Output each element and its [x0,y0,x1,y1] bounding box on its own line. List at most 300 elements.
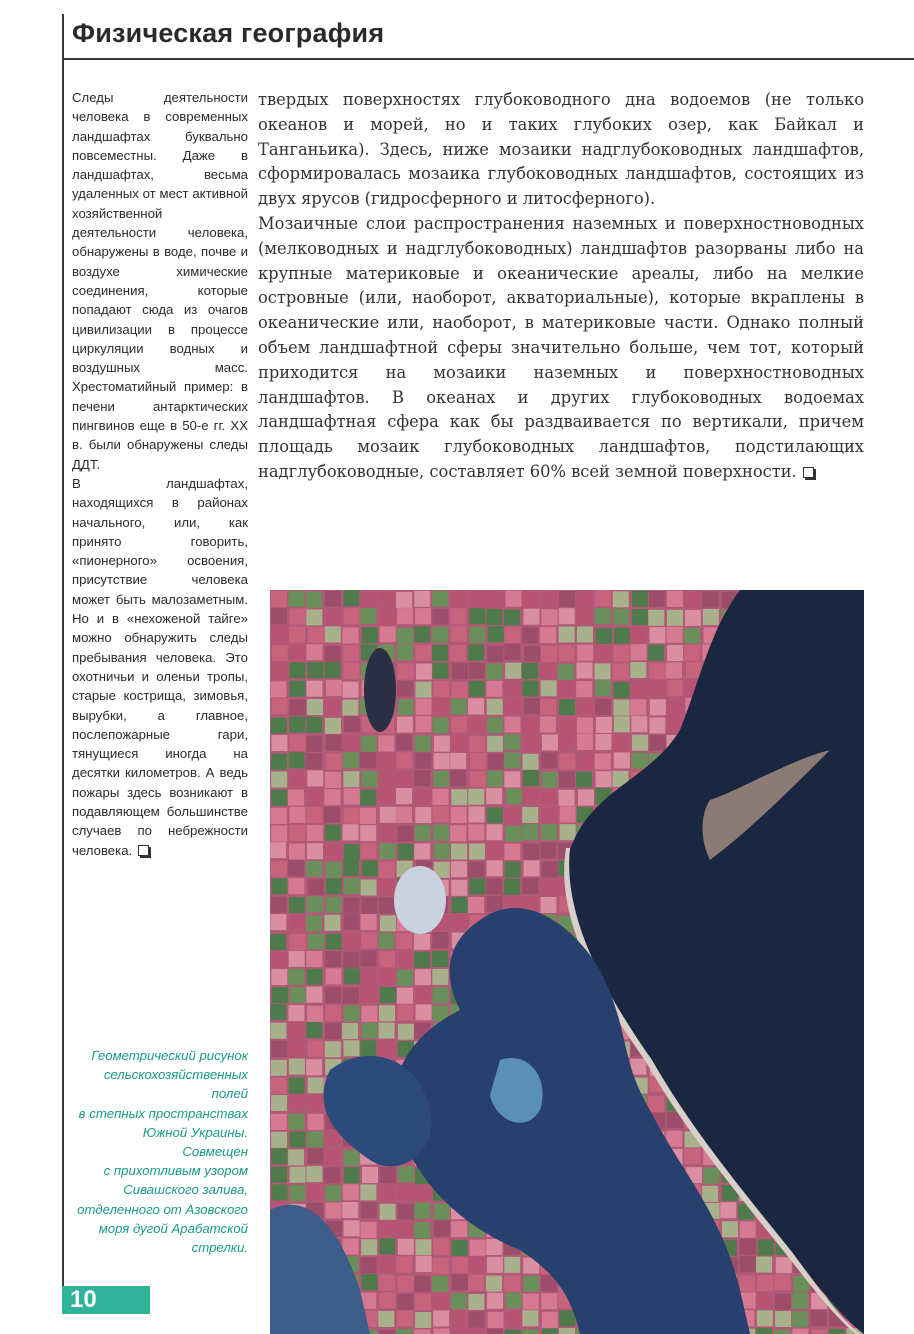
field-patch [288,1005,304,1021]
field-patch [504,627,520,643]
field-patch [344,808,360,824]
field-patch [486,664,502,680]
field-patch [469,1312,485,1328]
field-patch [542,862,558,878]
field-patch [380,915,396,931]
field-patch [307,896,323,912]
field-patch [470,591,486,607]
field-patch [326,680,342,696]
field-patch [486,609,502,625]
field-patch [504,844,520,860]
field-patch [360,825,376,841]
sidebar-paragraph: Следы деятельности человека в современных ландшафтах буквально повсеместны. Даже в ландшафтах, весьма удаленных от мест активной хозяйственной деятельности человека, обнаружены в воде, почве и воздухе химические соединения, которые попадают сюда из очагов цивилизации в процессе циркуляции водных и воздушных масс. Хрестоматийный пример: в печени антарктических пингвинов еще в 50-е гг. XX в. были обнаружены следы ДДТ. [72,90,248,472]
field-patch [343,988,359,1004]
field-patch [614,682,630,698]
field-patch [360,1257,376,1273]
field-patch [397,664,413,680]
field-patch [397,681,413,697]
field-patch [306,1166,322,1182]
field-patch [649,591,665,607]
field-patch [342,1023,358,1039]
field-patch [522,1329,538,1334]
field-patch [398,951,414,967]
field-patch [756,1328,772,1334]
field-patch [415,608,431,624]
field-patch [344,716,360,732]
field-patch [396,788,412,804]
field-patch [468,645,484,661]
field-patch [469,736,485,752]
field-patch [522,681,538,697]
field-patch [612,735,628,751]
field-patch [468,1294,484,1310]
field-patch [308,1094,324,1110]
field-patch [271,1060,287,1076]
field-patch [506,788,522,804]
field-patch [486,878,502,894]
field-patch [469,807,485,823]
field-patch [272,698,288,714]
field-patch [506,1311,522,1327]
field-patch [307,699,323,715]
field-patch [703,592,719,608]
field-patch [523,770,539,786]
field-patch [434,736,450,752]
field-patch [504,716,520,732]
field-patch [289,1094,305,1110]
field-patch [559,790,575,806]
field-patch [398,1024,414,1040]
field-patch [468,1329,484,1334]
field-patch [397,628,413,644]
field-patch [290,772,306,788]
field-patch [290,735,306,751]
field-patch [434,1329,450,1334]
field-patch [540,716,556,732]
field-patch [414,934,430,950]
field-patch [343,1184,359,1200]
field-patch [468,789,484,805]
field-patch [632,735,648,751]
field-patch [596,628,612,644]
body-paragraph: Мозаичные слои распространения наземных и поверхностноводных (мелководных и надглубоководных) ландшафтов разорваны либо на крупные материковые и океанические ареалы, либо на мелкие островные (или, наоборот, акваториальные), которые вкраплены в океанические или, наоборот, в материковые части. Однако полный объем ландшафтной сферы значительно больше, чем тот, который приходится на мозаики наземных и поверхностноводных ландшафтов. В океанах и других глубоководных водоемах ландшафтная сфера как бы раздваивается по вертикали, причем площадь мозаик глубоководных ландшафтов, подстилающих надглубоководные, составляет 60% всей земной поверхности. [258,213,864,481]
field-patch [792,1293,808,1309]
field-patch [306,951,322,967]
field-patch [325,646,341,662]
field-patch [559,645,575,661]
field-patch [415,1312,431,1328]
field-patch [344,968,360,984]
field-patch [415,807,431,823]
field-patch [271,1167,287,1183]
field-patch [325,987,341,1003]
field-patch [433,1293,449,1309]
field-patch [758,1240,774,1256]
field-patch [289,717,305,733]
field-patch [452,1240,468,1256]
field-patch [452,682,468,698]
field-patch [361,932,377,948]
field-patch [452,1257,468,1273]
field-patch [776,1257,792,1273]
field-patch [324,807,340,823]
field-patch [613,591,629,607]
field-patch [470,771,486,787]
field-patch [271,826,287,842]
field-patch [488,1312,504,1328]
field-patch [487,807,503,823]
field-patch [289,825,305,841]
field-patch [450,770,466,786]
field-patch [451,807,467,823]
field-patch [487,646,503,662]
field-patch [379,1184,395,1200]
field-patch [397,1310,413,1326]
field-patch [469,663,485,679]
field-patch [775,1311,791,1327]
field-patch [343,590,359,606]
field-patch [542,734,558,750]
sidebar-column [72,88,248,860]
field-patch [307,1184,323,1200]
field-patch [432,789,448,805]
field-patch [577,734,593,750]
field-patch [398,1276,414,1292]
field-patch [307,969,323,985]
field-patch [270,681,286,697]
field-patch [432,591,448,607]
field-patch [522,788,538,804]
field-patch [288,1023,304,1039]
field-patch [792,1311,808,1327]
field-patch [594,663,610,679]
field-patch [468,1275,484,1291]
field-patch [451,1221,467,1237]
field-patch [684,591,700,607]
field-patch [506,1292,522,1308]
field-patch [342,700,358,716]
field-patch [397,1005,413,1021]
field-patch [272,987,288,1003]
field-patch [324,1167,340,1183]
field-patch [290,700,306,716]
field-patch [650,681,666,697]
field-patch [577,717,593,733]
field-patch [774,1274,790,1290]
field-patch [289,844,305,860]
field-patch [487,1329,503,1334]
field-patch [523,717,539,733]
field-patch [362,771,378,787]
field-patch [343,860,359,876]
field-patch [505,826,521,842]
field-patch [415,753,431,769]
field-patch [649,717,665,733]
field-patch [667,645,683,661]
field-patch [542,591,558,607]
field-patch [306,736,322,752]
field-patch [524,860,540,876]
field-patch [650,699,666,715]
field-patch [360,808,376,824]
field-patch [325,610,341,626]
field-patch [344,1150,360,1166]
field-patch [416,1004,432,1020]
field-patch [540,897,556,913]
field-patch [326,735,342,751]
field-patch [343,824,359,840]
field-patch [596,717,612,733]
field-patch [380,626,396,642]
field-patch [451,1293,467,1309]
field-patch [397,826,413,842]
field-patch [452,736,468,752]
field-patch [504,1257,520,1273]
field-patch [470,1240,486,1256]
field-patch [325,844,341,860]
field-patch [379,951,395,967]
field-patch [306,987,322,1003]
field-patch [379,826,395,842]
field-patch [306,717,322,733]
field-patch [757,1292,773,1308]
field-patch [270,1023,286,1039]
field-patch [344,788,360,804]
field-patch [325,789,341,805]
margin-rule [62,14,64,1314]
field-patch [614,752,630,768]
field-patch [504,752,520,768]
field-patch [343,663,359,679]
field-patch [361,736,377,752]
field-patch [739,1276,755,1292]
field-patch [290,609,306,625]
field-patch [271,735,287,751]
field-patch [306,753,322,769]
field-patch [414,988,430,1004]
field-patch [541,646,557,662]
field-patch [289,1041,305,1057]
field-patch [775,1294,791,1310]
field-patch [306,1059,322,1075]
field-patch [541,680,557,696]
field-patch [271,861,287,877]
field-patch [451,897,467,913]
field-patch [630,699,646,715]
field-patch [288,790,304,806]
field-patch [414,843,430,859]
field-patch [396,592,412,608]
field-patch [379,862,395,878]
field-patch [271,1132,287,1148]
field-patch [540,788,556,804]
field-patch [325,662,341,678]
field-patch [470,753,486,769]
field-patch [360,1040,376,1056]
field-patch [757,1310,773,1326]
field-patch [432,645,448,661]
field-patch [666,662,682,678]
field-patch [288,969,304,985]
field-patch [541,807,557,823]
field-patch [451,844,467,860]
field-patch [432,932,448,948]
field-patch [343,1040,359,1056]
field-patch [468,862,484,878]
field-patch [307,770,323,786]
field-patch [559,771,575,787]
field-patch [360,987,376,1003]
field-patch [487,717,503,733]
field-patch [343,682,359,698]
field-patch [306,915,322,931]
field-patch [289,752,305,768]
field-patch [271,1148,287,1164]
field-patch [486,788,502,804]
field-patch [270,842,286,858]
field-patch [450,1311,466,1327]
field-patch [433,681,449,697]
field-patch [270,914,286,930]
field-patch [397,1294,413,1310]
field-patch [397,970,413,986]
field-patch [344,844,360,860]
field-patch [398,1204,414,1220]
field-patch [415,1294,431,1310]
field-patch [613,645,629,661]
field-patch [433,1258,449,1274]
field-patch [397,752,413,768]
field-patch [505,663,521,679]
field-patch [703,1168,719,1184]
field-patch [504,879,520,895]
field-patch [702,1186,718,1202]
field-patch [487,736,503,752]
field-patch [414,591,430,607]
field-patch [432,609,448,625]
field-patch [451,1329,467,1334]
field-patch [667,610,683,626]
field-patch [325,626,341,642]
field-patch [380,968,396,984]
field-patch [324,1149,340,1165]
field-patch [271,969,287,985]
field-patch [486,1276,502,1292]
field-patch [362,1023,378,1039]
field-patch [325,591,341,607]
field-patch [541,752,557,768]
field-patch [378,933,394,949]
field-patch [450,608,466,624]
field-patch [650,735,666,751]
field-patch [488,626,504,642]
field-patch [397,644,413,660]
field-patch [414,770,430,786]
field-patch [470,717,486,733]
field-patch [451,626,467,642]
field-patch [271,878,287,894]
field-patch [379,1005,395,1021]
field-patch [379,1257,395,1273]
field-patch [541,824,557,840]
field-patch [361,1239,377,1255]
field-patch [306,807,322,823]
field-patch [308,627,324,643]
field-patch [380,610,396,626]
field-patch [361,914,377,930]
field-patch [288,591,304,607]
field-patch [559,608,575,624]
field-patch [415,645,431,661]
field-patch [558,680,574,696]
field-patch [524,735,540,751]
field-patch [288,1149,304,1165]
field-patch [685,610,701,626]
field-patch [614,628,630,644]
field-patch [380,1167,396,1183]
field-patch [289,662,305,678]
field-patch [451,861,467,877]
field-patch [378,736,394,752]
field-patch [289,1132,305,1148]
field-patch [577,626,593,642]
field-patch [433,824,449,840]
field-patch [559,699,575,715]
field-patch [522,824,538,840]
field-patch [414,626,430,642]
field-patch [504,807,520,823]
field-patch [307,1041,323,1057]
field-patch [684,628,700,644]
field-patch [432,1276,448,1292]
field-patch [290,934,306,950]
field-patch [829,1329,845,1334]
field-patch [344,898,360,914]
field-patch [487,1293,503,1309]
field-patch [522,627,538,643]
field-patch [487,699,503,715]
field-patch [506,698,522,714]
field-patch [722,1221,738,1237]
field-patch [541,609,557,625]
field-patch [324,915,340,931]
field-patch [415,1239,431,1255]
field-patch [487,842,503,858]
field-patch [505,1330,521,1334]
field-patch [613,664,629,680]
field-patch [290,1167,306,1183]
field-patch [290,645,306,661]
field-patch [451,914,467,930]
field-patch [380,807,396,823]
field-patch [271,808,287,824]
field-patch [360,591,376,607]
field-patch [271,952,287,968]
field-patch [288,860,304,876]
field-patch [326,754,342,770]
field-patch [649,627,665,643]
field-patch [270,934,286,950]
field-patch [398,699,414,715]
field-patch [414,1330,430,1334]
field-patch [720,1202,736,1218]
field-patch [451,880,467,896]
field-patch [308,879,324,895]
field-patch [487,860,503,876]
field-patch [378,770,394,786]
field-patch [380,1204,396,1220]
field-patch [398,1166,414,1182]
